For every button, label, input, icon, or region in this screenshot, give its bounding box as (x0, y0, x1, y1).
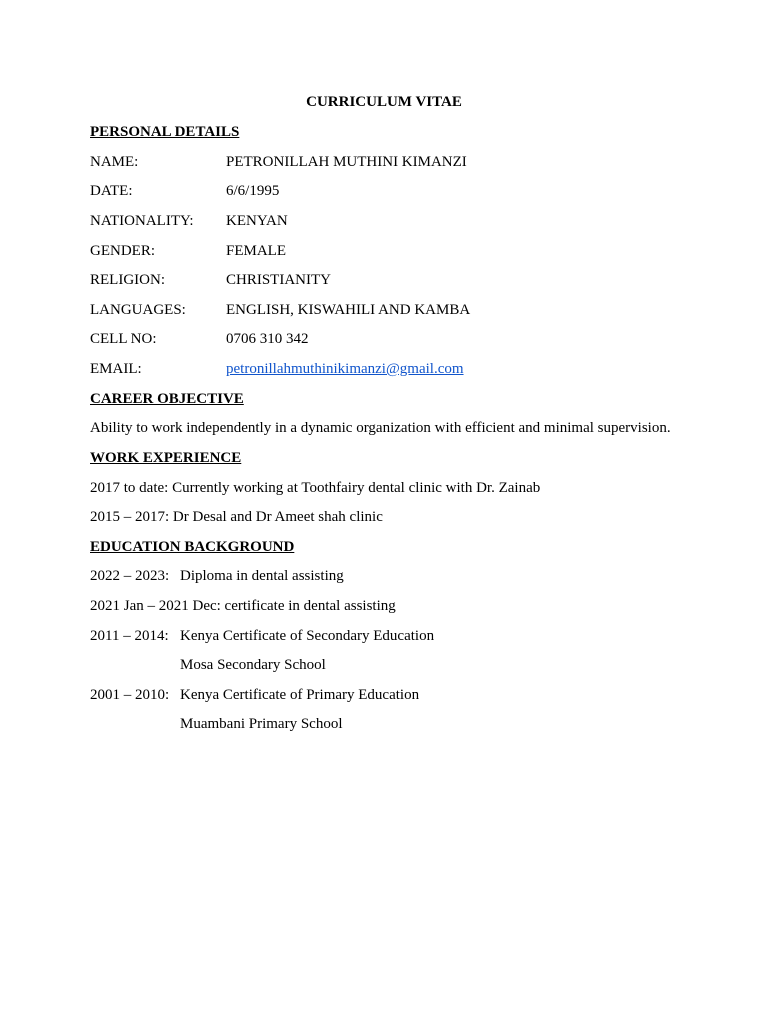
nationality-label: NATIONALITY: (90, 213, 194, 229)
email-link[interactable]: petronillahmuthinikimanzi@gmail.com (226, 361, 464, 377)
languages-label: LANGUAGES: (90, 302, 186, 318)
education-school: Mosa Secondary School (180, 657, 326, 673)
nationality-value: KENYAN (226, 213, 288, 229)
career-objective-text: Ability to work independently in a dynamic organization with efficient and minimal supervision. (90, 420, 671, 436)
gender-label: GENDER: (90, 243, 155, 259)
education-period: 2001 – 2010: (90, 687, 170, 703)
work-item: 2015 – 2017: Dr Desal and Dr Ameet shah clinic (90, 509, 383, 525)
date-value: 6/6/1995 (226, 183, 280, 199)
cell-label: CELL NO: (90, 331, 157, 347)
education-detail: Kenya Certificate of Secondary Education (180, 628, 435, 644)
education-line: 2021 Jan – 2021 Dec: certificate in dental assisting (90, 598, 396, 614)
date-label: DATE: (90, 183, 133, 199)
education-detail: Kenya Certificate of Primary Education (180, 687, 420, 703)
education-school: Muambani Primary School (180, 716, 343, 732)
career-objective-heading: CAREER OBJECTIVE (90, 391, 244, 407)
cell-value: 0706 310 342 (226, 331, 309, 347)
document-title: CURRICULUM VITAE (306, 94, 462, 110)
name-value: PETRONILLAH MUTHINI KIMANZI (226, 154, 467, 170)
education-period: 2022 – 2023: (90, 568, 170, 584)
education-heading: EDUCATION BACKGROUND (90, 539, 295, 555)
education-detail: Diploma in dental assisting (180, 568, 344, 584)
personal-details-heading: PERSONAL DETAILS (90, 124, 240, 140)
name-label: NAME: (90, 154, 139, 170)
work-item: 2017 to date: Currently working at Toothfairy dental clinic with Dr. Zainab (90, 480, 541, 496)
religion-label: RELIGION: (90, 272, 165, 288)
work-experience-heading: WORK EXPERIENCE (90, 450, 242, 466)
education-period: 2011 – 2014: (90, 628, 169, 644)
languages-value: ENGLISH, KISWAHILI AND KAMBA (226, 302, 471, 318)
religion-value: CHRISTIANITY (226, 272, 331, 288)
gender-value: FEMALE (226, 243, 286, 259)
email-label: EMAIL: (90, 361, 142, 377)
